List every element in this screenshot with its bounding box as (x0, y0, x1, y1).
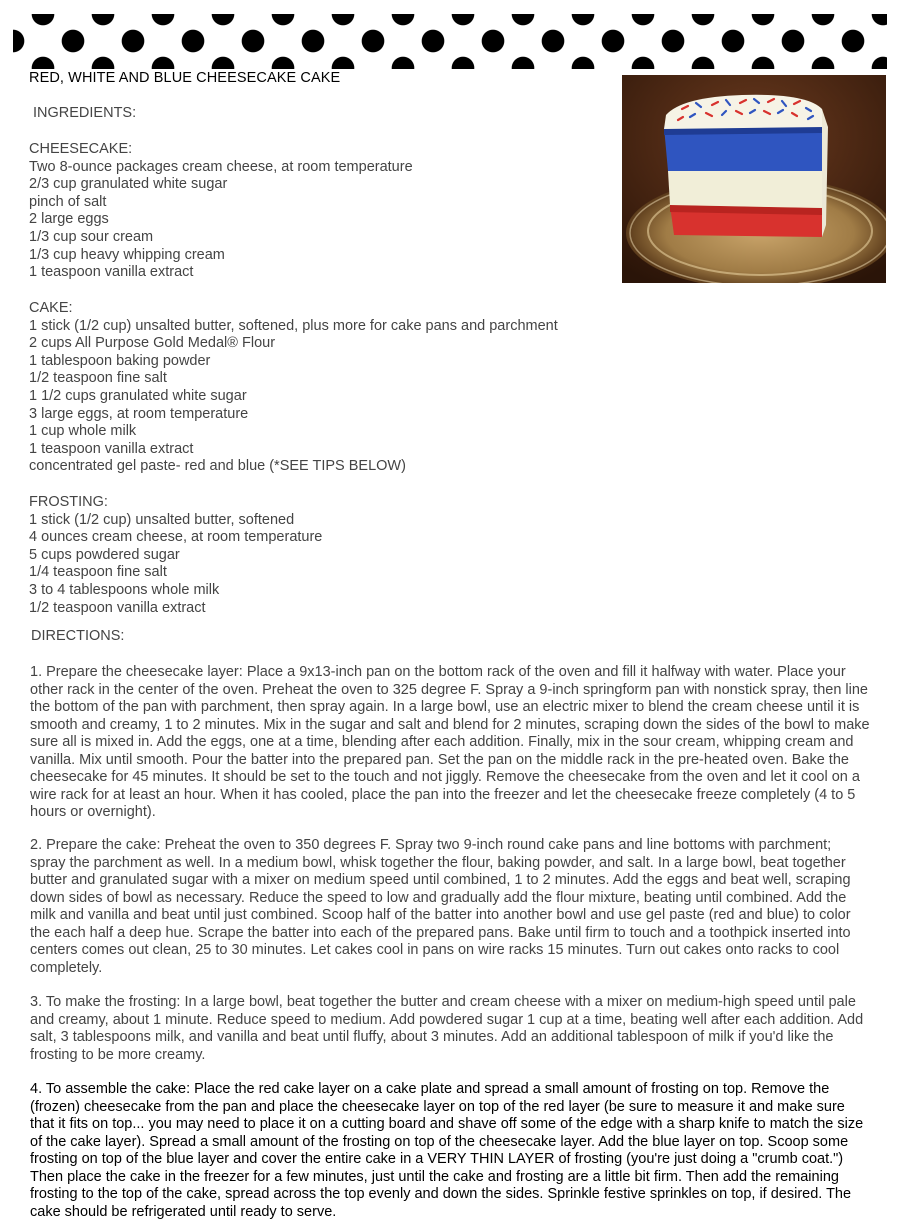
frosting-heading: FROSTING: (29, 494, 108, 510)
ingredient-item: 1 tablespoon baking powder (29, 352, 211, 369)
cheesecake-ingredients (29, 141, 413, 282)
cake-ingredients (29, 300, 558, 476)
direction-step-2: 2. Prepare the cake: Preheat the oven to 350 degrees F. Spray two 9-inch round cake pans and line bottoms with parchment; spray the parchment as well. In a medium bowl, whisk together the flour, baking powder, and salt. In a large bowl, beat together butter and granulated sugar with a mixer on medium speed until combined, 1 to 2 minutes. Add the eggs and beat well, scraping down sides of bowl as necessary. Reduce the speed to low and gradually add the flour mixture, beating until combined. Add the milk and vanilla and beat until just combined. Scoop half of the batter into another bowl and use gel paste (red and blue) to color the each half a deep hue. Scrape the batter into each of the prepared pans. Bake until firm to touch and a toothpick inserted into centers comes out clean, 25 to 30 minutes. Let cakes cool in pans on wire racks 15 minutes. Turn out cakes onto racks to cool completely. (30, 837, 851, 976)
ingredient-item: concentrated gel paste- red and blue (*SEE TIPS BELOW) (29, 458, 406, 475)
ingredients-heading: INGREDIENTS: (33, 105, 137, 121)
ingredient-item: 1 stick (1/2 cup) unsalted butter, softened, plus more for cake pans and parchment (29, 317, 558, 334)
cake-slice-photo (622, 75, 886, 283)
ingredient-item: 1/2 teaspoon fine salt (29, 370, 167, 387)
ingredient-item: 1/3 cup sour cream (29, 228, 154, 245)
cake-heading: CAKE: (29, 300, 73, 316)
ingredient-item: 2 large eggs (29, 211, 109, 228)
ingredient-item: 2 cups All Purpose Gold Medal® Flour (29, 335, 276, 352)
ingredient-item: 1/2 teaspoon vanilla extract (29, 599, 206, 616)
ingredient-item: Two 8-ounce packages cream cheese, at room temperature (29, 158, 413, 175)
frosting-ingredients (29, 494, 322, 617)
ingredient-item: 1 stick (1/2 cup) unsalted butter, softened (29, 511, 295, 528)
directions-heading: DIRECTIONS: (31, 628, 125, 644)
ingredient-item: 3 large eggs, at room temperature (29, 405, 249, 422)
ingredient-item: 4 ounces cream cheese, at room temperature (29, 529, 323, 546)
ingredient-item: pinch of salt (29, 193, 107, 210)
polka-dot-banner (13, 14, 887, 69)
direction-step-4: 4. To assemble the cake: Place the red cake layer on a cake plate and spread a small amount of frosting on top. Remove the (frozen) cheesecake from the pan and place the cheesecake layer on top of the red layer (be sure to measure it and make sure that it fits on top... you may need to place it on a cutting board and shave off some of the edge with a sharp knife to match the size of the cake layer). Spread a small amount of the frosting on top of the cheesecake layer. Add the blue layer on top. Scoop some frosting on top of the blue layer and cover the entire cake in a VERY THIN LAYER of frosting (you're just doing a "crumb coat.") Then place the cake in the freezer for a few minutes, just until the cake and frosting are a little bit firm. Then add the remaining frosting to the top of the cake, spread across the top evenly and down the sides. Sprinkle festive sprinkles on top, if desired. The cake should be refrigerated until ready to serve. (30, 1081, 864, 1220)
ingredient-item: 1 teaspoon vanilla extract (29, 264, 194, 281)
recipe-title: RED, WHITE AND BLUE CHEESECAKE CAKE (29, 70, 341, 86)
ingredient-item: 1 teaspoon vanilla extract (29, 440, 194, 457)
ingredient-item: 1 cup whole milk (29, 423, 137, 440)
direction-step-1: 1. Prepare the cheesecake layer: Place a 9x13-inch pan on the bottom rack of the oven and fill it halfway with water. Place your other rack in the center of the oven. Preheat the oven to 325 degree F. Spray a 9-inch springform pan with nonstick spray, then line the bottom of the pan with parchment, then spray again. In a large bowl, use an electric mixer to blend the cream cheese until it is smooth and creamy, 1 to 2 minutes. Mix in the sugar and salt and blend for 2 minutes, scraping down the sides of the bowl to make sure all is mixed in. Add the eggs, one at a time, blending after each addition. Finally, mix in the sour cream, whipping cream and vanilla. Mix until smooth. Pour the batter into the prepared pan. Set the pan on the middle rack in the pre-heated oven. Bake the cheesecake for 45 minutes. It should be set to the touch and not jiggly. Remove the cheesecake from the oven and let it cool on a wire rack for at least an hour. When it has cooled, place the pan into the freezer and let the cheesecake freeze completely (4 to 5 hours or overnight). (30, 664, 870, 820)
ingredient-item: 1/3 cup heavy whipping cream (29, 246, 225, 263)
direction-step-3: 3. To make the frosting: In a large bowl, beat together the butter and cream cheese with a mixer on medium-high speed until pale and creamy, about 1 minute. Reduce speed to medium. Add powdered sugar 1 cup at a time, beating well after each addition. Add salt, 3 tablespoons milk, and vanilla and beat until fluffy, about 3 minutes. Add an additional tablespoon of milk if you'd like the frosting to be more creamy. (30, 994, 864, 1063)
ingredient-item: 2/3 cup granulated white sugar (29, 176, 228, 193)
ingredient-item: 5 cups powdered sugar (29, 546, 180, 563)
ingredient-item: 1/4 teaspoon fine salt (29, 564, 167, 581)
ingredient-item: 1 1/2 cups granulated white sugar (29, 387, 247, 404)
cheesecake-heading: CHEESECAKE: (29, 141, 133, 157)
ingredient-item: 3 to 4 tablespoons whole milk (29, 581, 220, 598)
